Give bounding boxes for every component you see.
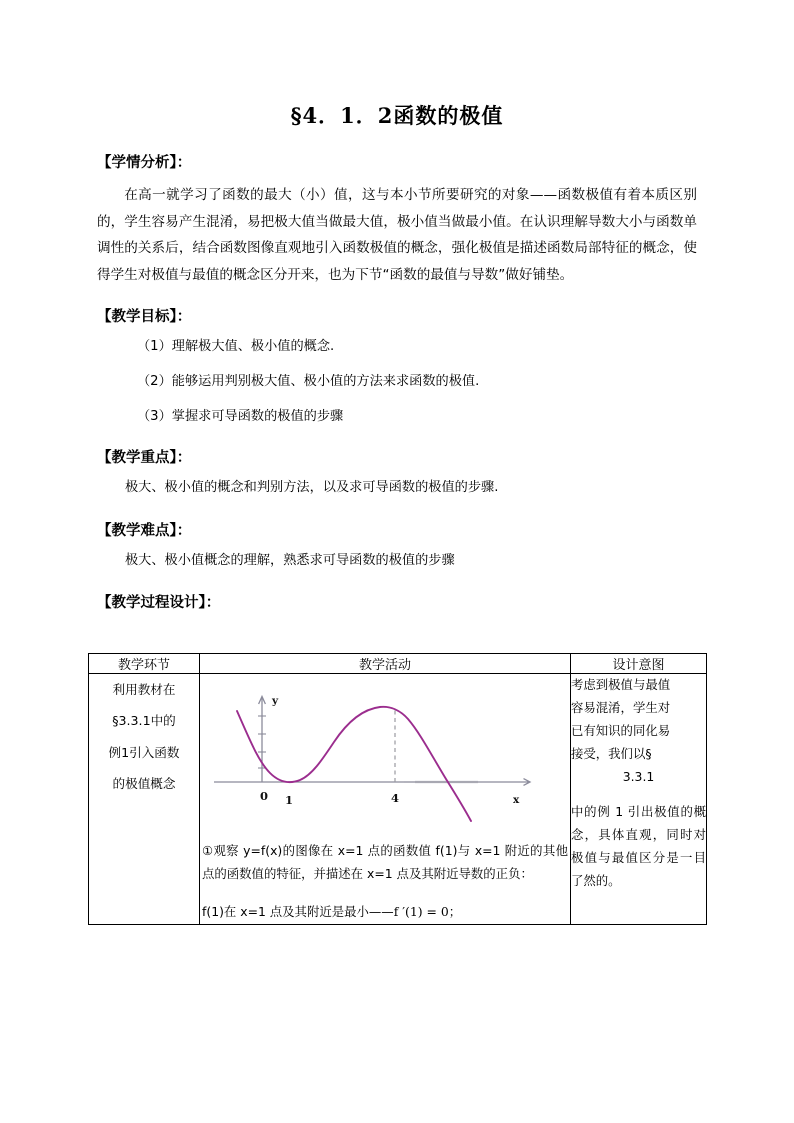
teaching-process-table-wrapper — [88, 653, 706, 925]
intent-line-1: 考虑到极值与最值 — [571, 677, 671, 692]
section-heading-process: 【教学过程设计】： — [97, 593, 221, 611]
stage-line-1: 利用教材在 — [112, 682, 176, 697]
section-heading-objectives: 【教学目标】： — [97, 308, 192, 326]
section-heading-analysis: 【学情分析】： — [97, 154, 192, 171]
cell-design-intent — [571, 674, 707, 925]
table-header-intent: 设计意图 — [571, 654, 707, 674]
objective-item-1: （1）理解极大值、极小值的概念. — [137, 339, 335, 355]
function-graph-figure — [208, 676, 563, 828]
document-body — [97, 152, 697, 622]
activity-paragraph-2 — [200, 901, 570, 924]
table-header-activity: 教学活动 — [200, 654, 571, 674]
stage-line-2: §3.3.1中的 — [112, 713, 176, 729]
activity-paragraph-1: ①观察 y=f(x)的图像在 x=1 点的函数值 f(1)与 x=1 附近的其他点的函数值的特征，并描述在 x=1 点及其附近导数的正负： — [202, 843, 568, 881]
activity-paragraph-2-prefix: f(1)在 x=1 点及其附近是最小—— — [202, 904, 394, 920]
objective-item-2: （2）能够运用判别极大值、极小值的方法来求函数的极值. — [137, 374, 480, 390]
section-heading-difficulty: 【教学难点】： — [97, 521, 192, 539]
intent-block-2: 中的例 1 引出极值的概念，具体直观，同时对极值与最值区分是一目了然的。 — [571, 803, 706, 888]
activity-equation: f ′(1) = 0 — [393, 904, 449, 920]
tick-label-1: 1 — [284, 793, 293, 807]
section-text-key-point: 极大、极小值的概念和判别方法，以及求可导函数的极值的步骤. — [125, 480, 499, 496]
table-header-row — [89, 654, 707, 674]
x-axis-arrow — [520, 779, 530, 786]
function-graph-svg — [208, 676, 563, 828]
cell-teaching-activity — [200, 674, 571, 925]
tick-label-0: 0 — [259, 789, 268, 803]
section-text-difficulty: 极大、极小值概念的理解，熟悉求可导函数的极值的步骤 — [125, 552, 455, 568]
section-heading-key-point: 【教学重点】： — [97, 449, 192, 467]
activity-paragraph-2-suffix: ； — [448, 904, 462, 920]
objective-item-3: （3）掌握求可导函数的极值的步骤 — [137, 409, 344, 425]
intent-line-2: 容易混淆，学生对 — [571, 699, 671, 715]
stage-line-3: 例1引入函数 — [108, 744, 180, 760]
x-axis-label: x — [512, 794, 519, 806]
intent-line-5: 3.3.1 — [622, 768, 655, 784]
table-header-stage: 教学环节 — [89, 654, 200, 674]
section-text-analysis: 在高一就学习了函数的最大（小）值，这与本小节所要研究的对象——函数极值有着本质区别的，学生容易产生混淆，易把极大值当做最大值，极小值当做最小值。在认识理解导数大小与函数单调性的关系后，结合函数图像直观地引入函数极值的概念，强化极值是描述函数局部特征的概念，使得学生对极值与最值的概念区分开来，也为下节“函数的最值与导数”做好铺垫。 — [97, 187, 697, 283]
function-curve — [237, 707, 471, 821]
teaching-process-table — [88, 653, 707, 925]
intent-line-4: 接受，我们以§ — [571, 745, 652, 761]
intent-line-3: 已有知识的同化易 — [571, 722, 671, 738]
page-title: §4．1．2函数的极值 — [290, 103, 504, 128]
stage-line-4: 的极值概念 — [112, 776, 176, 792]
cell-teaching-stage — [89, 674, 200, 925]
tick-label-4: 4 — [390, 791, 399, 805]
table-row — [89, 674, 707, 925]
y-axis-label: y — [271, 695, 278, 707]
